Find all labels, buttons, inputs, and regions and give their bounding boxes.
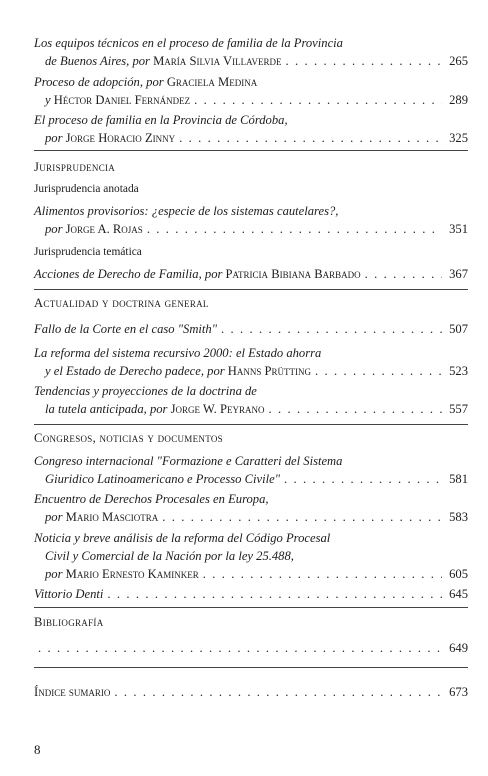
section-heading-bibliografia: Bibliografía <box>34 615 104 629</box>
entry-line <box>34 508 468 526</box>
section-divider <box>34 289 468 290</box>
leader-dots <box>268 400 442 418</box>
title-text: Noticia y breve análisis de la reforma del Código Procesal <box>34 531 331 545</box>
entry-line <box>34 91 468 109</box>
entry-text <box>45 91 190 109</box>
title-text: por <box>45 222 66 236</box>
toc-entry <box>34 265 468 283</box>
entry-line <box>34 362 468 380</box>
entry-line <box>34 639 468 657</box>
entry-text <box>45 400 264 418</box>
entry-text <box>34 490 269 508</box>
entry-line <box>34 265 468 283</box>
entry-line <box>34 129 468 147</box>
entry-line <box>34 220 468 238</box>
title-text: por <box>45 510 66 524</box>
title-text: Proceso de adopción <box>34 75 140 89</box>
toc-entry <box>34 73 468 109</box>
page-number-ref: 351 <box>449 222 468 236</box>
section-divider <box>34 607 468 608</box>
author-name: Patricia Bibiana Barbado <box>225 267 361 281</box>
entry-line <box>34 565 468 583</box>
title-text: por <box>45 131 66 145</box>
author-name: Jorge W. Peyrano <box>170 402 265 416</box>
entry-text <box>45 547 294 565</box>
leader-dots <box>38 639 442 657</box>
title-text: Congreso internacional "Formazione e Caratteri del Sistema <box>34 454 343 468</box>
toc-entry <box>34 344 468 380</box>
page-number-ref: 583 <box>449 510 468 524</box>
author-name: Jorge A. Rojas <box>65 222 143 236</box>
toc-entry <box>34 529 468 583</box>
leader-dots <box>315 362 442 380</box>
entry-line <box>34 34 468 52</box>
entry-text <box>45 129 175 147</box>
entry-text <box>34 73 257 91</box>
entry-text <box>45 362 311 380</box>
title-text: , <box>290 549 294 563</box>
entry-line <box>34 452 468 470</box>
section-divider <box>34 150 468 151</box>
leader-dots <box>285 52 442 70</box>
author-name: Mario Masciotra <box>65 510 159 524</box>
entry-line <box>34 529 468 547</box>
leader-dots <box>114 683 442 701</box>
title-text: Alimentos provisorios: ¿especie de los sistemas cautelares? <box>34 204 336 218</box>
toc-entry <box>34 202 468 238</box>
entry-text <box>34 585 103 603</box>
entry-line <box>34 344 468 362</box>
toc-entry <box>34 320 468 338</box>
toc-entry <box>34 585 468 603</box>
page-number-ref: 507 <box>449 322 468 336</box>
title-text: de Buenos Aires <box>45 54 127 68</box>
title-text: la tutela anticipada <box>45 402 144 416</box>
entry-text <box>45 565 199 583</box>
entry-text <box>34 683 110 701</box>
author-name: Jorge Horacio Zinny <box>65 131 176 145</box>
title-text: Los equipos técnicos en el proceso de familia de la Provincia <box>34 36 343 50</box>
leader-dots <box>284 470 442 488</box>
title-text: El proceso de familia en la Provincia de Córdoba <box>34 113 285 127</box>
author-name: Graciela Medina <box>166 75 258 89</box>
entry-text <box>34 344 321 362</box>
entry-text <box>45 508 158 526</box>
title-text: Civil y Comercial de la Nación por la ley 25.488 <box>45 549 291 563</box>
entry-line <box>34 683 468 701</box>
author-name: Héctor Daniel Fernández <box>53 93 191 107</box>
toc-entry <box>34 34 468 70</box>
entry-text <box>45 220 143 238</box>
page-number: 8 <box>34 742 41 757</box>
page-number-ref: 649 <box>449 641 468 655</box>
entry-text <box>34 529 330 547</box>
title-text: y <box>45 93 54 107</box>
title-text: , por <box>139 75 167 89</box>
entry-line <box>34 111 468 129</box>
entry-text <box>34 111 288 129</box>
entry-text <box>34 265 361 283</box>
page-number-ref: 581 <box>449 472 468 486</box>
title-text: , por <box>143 402 171 416</box>
entry-line <box>34 547 468 565</box>
page-number-ref: 265 <box>449 54 468 68</box>
author-name: Mario Ernesto Kaminker <box>65 567 199 581</box>
entry-line <box>34 490 468 508</box>
entry-line <box>34 400 468 418</box>
subsection-heading-tematica: Jurisprudencia temática <box>34 246 142 258</box>
leader-dots <box>203 565 442 583</box>
title-text: La reforma del sistema recursivo 2000: el Estado ahorra <box>34 346 322 360</box>
page-number-ref: 289 <box>449 93 468 107</box>
toc-entry-indice <box>34 683 468 701</box>
entry-line <box>34 470 468 488</box>
title-text: , <box>335 204 339 218</box>
title-text: y el Estado de Derecho padece <box>45 364 201 378</box>
title-text: por <box>45 567 66 581</box>
author-name: María Silvia Villaverde <box>153 54 282 68</box>
title-text: Tendencias y proyecciones de la doctrina de <box>34 384 257 398</box>
entry-text <box>45 52 281 70</box>
entry-text <box>34 320 217 338</box>
title-text: , por <box>126 54 154 68</box>
leader-dots <box>365 265 442 283</box>
title-text: Encuentro de Derechos Procesales en Europa <box>34 492 266 506</box>
title-text: , <box>265 492 269 506</box>
title-text: , por <box>200 364 228 378</box>
entry-text <box>34 452 342 470</box>
entry-text <box>34 382 257 400</box>
section-heading-actualidad: Actualidad y doctrina general <box>34 296 209 310</box>
title-text: Vittorio Denti <box>34 587 104 601</box>
toc-entry <box>34 382 468 418</box>
leader-dots <box>162 508 442 526</box>
title-text: , <box>284 113 288 127</box>
entry-line <box>34 382 468 400</box>
leader-dots <box>107 585 442 603</box>
subsection-heading-anotada: Jurisprudencia anotada <box>34 183 139 195</box>
page-number-ref: 605 <box>449 567 468 581</box>
leader-dots <box>179 129 442 147</box>
entry-text <box>34 34 343 52</box>
author-name: Hanns Prütting <box>227 364 312 378</box>
title-text: , por <box>198 267 226 281</box>
entry-line <box>34 320 468 338</box>
title-text: Fallo de la Corte en el caso "Smith" <box>34 322 218 336</box>
section-divider <box>34 667 468 668</box>
page-number-ref: 523 <box>449 364 468 378</box>
page-number-ref: 645 <box>449 587 468 601</box>
toc-entry <box>34 111 468 147</box>
page-number-ref: 367 <box>449 267 468 281</box>
leader-dots <box>194 91 442 109</box>
toc-entry <box>34 490 468 526</box>
section-divider <box>34 424 468 425</box>
entry-text <box>34 202 338 220</box>
page-number-ref: 557 <box>449 402 468 416</box>
section-heading-congresos: Congresos, noticias y documentos <box>34 431 223 445</box>
entry-line <box>34 202 468 220</box>
toc-entry <box>34 452 468 488</box>
title-text: Acciones de Derecho de Familia <box>34 267 199 281</box>
toc-entry <box>34 639 468 657</box>
entry-line <box>34 585 468 603</box>
section-heading-jurisprudencia: Jurisprudencia <box>34 160 116 174</box>
page-number-ref: 673 <box>449 685 468 699</box>
leader-dots <box>147 220 442 238</box>
entry-line <box>34 52 468 70</box>
author-name: Índice sumario <box>34 685 111 699</box>
entry-line <box>34 73 468 91</box>
entry-text <box>45 470 280 488</box>
leader-dots <box>221 320 442 338</box>
title-text: Giuridico Latinoamericano e Processo Civile" <box>45 472 280 486</box>
page-number-ref: 325 <box>449 131 468 145</box>
